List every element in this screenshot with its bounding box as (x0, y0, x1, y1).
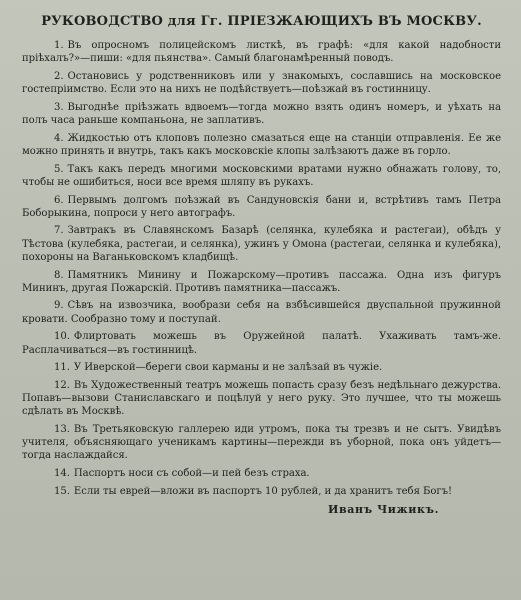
item-text: Первымъ долгомъ поѣзжай въ Сандуновскія бани и, встрѣтивъ тамъ Петра Боборыкина, попроси у него автографъ. (22, 194, 501, 219)
item-number: 12. (54, 379, 70, 391)
list-item (22, 70, 501, 96)
item-text: Паспортъ носи съ собой—и пей безъ страха. (73, 468, 310, 480)
item-text: Въ Художественный театръ можешь попасть сразу безъ недѣльнаго дежурства. Попавъ—вызови Станиславскаго и поцѣлуй у него руку. Это лучшее, что ты можешь сдѣлать въ Москвѣ. (22, 379, 501, 418)
document-title: РУКОВОДСТВО для Гг. ПРІЕЗЖАЮЩИХЪ ВЪ МОСКВУ. (41, 14, 482, 29)
item-text: Сѣвъ на извозчика, вообрази себя на взбѣсившейся двуспальной пружинной кровати. Сообразно тому и поступай. (22, 300, 501, 325)
item-text: Жидкостью отъ клоповъ полезно смазаться еще на станціи отправленія. Ее же можно принять и внутрь, такъ какъ московскіе клопы залѣзаютъ даже въ горло. (22, 132, 501, 157)
item-text: Въ Третьяковскую галлерею иди утромъ, пока ты трезвъ и не сытъ. Увидѣвъ учителя, объясняющаго ученикамъ картины—пережди въ уборной, пока онъ уйдетъ—тогда наслаждайся. (22, 424, 501, 462)
item-text: Выгоднѣе пріѣзжать вдвоемъ—тогда можно взять одинъ номеръ, и уѣхать на полъ часа раньше компаньона, не заплативъ. (22, 101, 501, 127)
item-text: У Иверской—береги свои карманы и не залѣзай въ чужіе. (73, 362, 383, 374)
list-item (22, 485, 501, 498)
item-list (22, 39, 501, 498)
item-number: 8. (54, 269, 64, 281)
list-item (22, 132, 501, 158)
item-number: 7. (54, 225, 64, 237)
item-number: 13. (54, 424, 70, 436)
list-item (22, 299, 501, 325)
item-number: 6. (54, 194, 64, 206)
list-item (22, 467, 501, 480)
item-number: 3. (54, 101, 64, 113)
item-text: Если ты еврей—вложи въ паспортъ 10 рублей, и да хранитъ тебя Богъ! (73, 485, 453, 497)
list-item (22, 39, 501, 65)
item-number: 14. (54, 468, 70, 480)
item-number: 15. (54, 485, 70, 497)
item-number: 11. (54, 362, 70, 374)
item-number: 2. (54, 70, 64, 82)
list-item (22, 379, 501, 419)
item-number: 1. (54, 40, 64, 51)
author-signature: Иванъ Чижикъ. (328, 502, 439, 516)
item-text: Флиртовать можешь въ Оружейной палатѣ. Ухаживать тамъ-же. Расплачиваться—въ гостинницѣ. (22, 331, 501, 356)
list-item (22, 361, 501, 374)
list-item (22, 330, 501, 356)
item-number: 9. (54, 300, 64, 312)
item-text: Въ опросномъ полицейскомъ листкѣ, въ графѣ: «для какой надобности пріѣхалъ?»—пиши: «для пьянства». Самый благонамѣренный поводъ. (22, 40, 501, 65)
item-text: Такъ какъ передъ многими московскими вратами нужно обнажать голову, то, чтобы не ошибиться, носи все время шляпу въ рукахъ. (22, 163, 501, 188)
list-item (22, 224, 501, 264)
item-number: 4. (54, 132, 64, 144)
item-text: Остановись у родственниковъ или у знакомыхъ, сославшись на московское гостепріимство. Если это на нихъ не подѣйствуетъ—поѣзжай въ гостинницу. (22, 70, 501, 96)
item-text: Завтракъ въ Славянскомъ Базарѣ (селянка, кулебяка и растегаи), обѣдъ у Тѣстова (кулебяка, растегаи, и селянка), ужинъ у Омона (растегаи, селянка и кулебяка), похороны на Ваганьковскомъ кладбищѣ. (22, 225, 501, 263)
list-item (22, 269, 501, 295)
list-item (22, 163, 501, 189)
list-item (22, 194, 501, 220)
item-text: Памятникъ Минину и Пожарскому—противъ пассажа. Одна изъ фигуръ Мининъ, другая Пожарскій. Противъ памятника—пассажъ. (22, 269, 501, 294)
list-item (22, 423, 501, 463)
item-number: 5. (54, 163, 64, 175)
item-number: 10. (54, 331, 70, 343)
list-item (22, 101, 501, 127)
